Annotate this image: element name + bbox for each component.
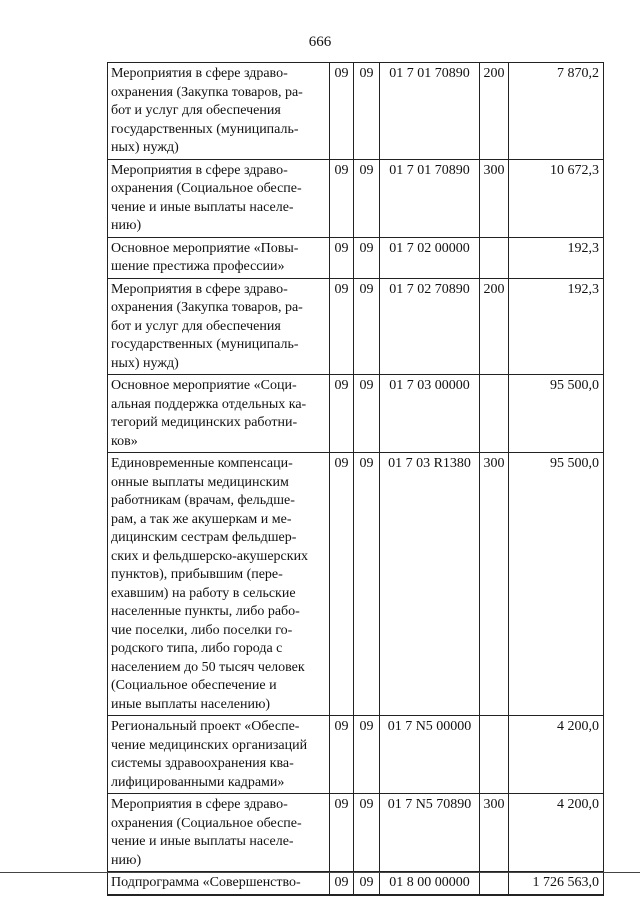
item-name-line: работникам (врачам, фельдше-	[111, 493, 295, 508]
item-name-line: тегорий медицинских работни-	[111, 415, 298, 430]
item-name-line: системы здравоохранения ква-	[111, 756, 294, 771]
table-row	[108, 278, 604, 375]
section-code-cell: 09	[330, 278, 354, 375]
expense-type-cell	[480, 716, 509, 794]
item-name-line: лифицированными кадрами»	[111, 774, 285, 790]
item-name-line: ехавшим) на работу в сельские	[111, 585, 296, 601]
item-name-line: охранения (Закупка товаров, ра-	[111, 84, 303, 100]
table-row	[108, 159, 604, 237]
expense-type-cell	[480, 375, 509, 453]
target-article-cell: 01 7 01 70890	[380, 63, 480, 160]
section-code-cell: 09	[330, 237, 354, 278]
item-name-line: ных) нужд)	[111, 355, 179, 371]
amount-cell: 4 200,0	[509, 716, 604, 794]
item-name-line: охранения (Социальное обеспе-	[111, 181, 302, 196]
subsection-code-cell: 09	[354, 278, 380, 375]
item-name-line: охранения (Социальное обеспе-	[111, 815, 302, 831]
amount-cell: 1 726 563,0	[509, 872, 604, 895]
item-name-line: родского типа, либо города с	[111, 641, 283, 656]
item-name-line: Мероприятия в сфере здраво-	[111, 281, 288, 297]
amount-cell: 192,3	[509, 278, 604, 375]
item-name-line: государственных (муниципаль-	[111, 337, 299, 352]
item-name-cell	[108, 453, 330, 716]
section-code-cell: 09	[330, 794, 354, 872]
item-name-line: нию)	[111, 852, 142, 868]
item-name-line: ков»	[111, 433, 138, 449]
expense-type-cell: 300	[480, 453, 509, 716]
item-name-line: Подпрограмма «Совершенство-	[111, 875, 301, 890]
subsection-code-cell: 09	[354, 63, 380, 160]
item-name-cell	[108, 794, 330, 872]
item-name-line: Мероприятия в сфере здраво-	[111, 797, 288, 812]
expense-type-cell: 300	[480, 794, 509, 872]
item-name-line: Региональный проект «Обеспе-	[111, 719, 300, 734]
item-name-line: охранения (Закупка товаров, ра-	[111, 300, 303, 315]
item-name-line: бот и услуг для обеспечения	[111, 103, 281, 118]
section-code-cell: 09	[330, 159, 354, 237]
item-name-line: рам, а так же акушеркам и ме-	[111, 511, 292, 527]
item-name-line: Основное мероприятие «Соци-	[111, 378, 297, 393]
budget-table	[107, 62, 604, 896]
item-name-line: нию)	[111, 218, 142, 233]
item-name-line: онные выплаты медицинским	[111, 474, 289, 490]
item-name-line: пунктов), прибывшим (пере-	[111, 567, 283, 582]
item-name-line: Единовременные компенсаци-	[111, 456, 293, 471]
target-article-cell: 01 8 00 00000	[380, 872, 480, 895]
table-row	[108, 716, 604, 794]
item-name-line: государственных (муниципаль-	[111, 121, 299, 137]
table-row	[108, 375, 604, 453]
subsection-code-cell: 09	[354, 237, 380, 278]
item-name-line: чение и иные выплаты населе-	[111, 199, 294, 215]
item-name-line: Основное мероприятие «Повы-	[111, 240, 299, 256]
table-row	[108, 237, 604, 278]
page-number: 666	[308, 34, 332, 50]
item-name-cell	[108, 63, 330, 160]
item-name-line: населенные пункты, либо рабо-	[111, 604, 300, 619]
target-article-cell: 01 7 N5 00000	[380, 716, 480, 794]
item-name-line: шение престижа профессии»	[111, 259, 285, 274]
target-article-cell: 01 7 03 00000	[380, 375, 480, 453]
section-code-cell: 09	[330, 375, 354, 453]
table-row	[108, 872, 604, 895]
amount-cell: 10 672,3	[509, 159, 604, 237]
item-name-line: (Социальное обеспечение и	[111, 678, 277, 693]
item-name-cell	[108, 375, 330, 453]
table-row	[108, 794, 604, 872]
item-name-line: ных) нужд)	[111, 140, 179, 155]
item-name-cell	[108, 872, 330, 895]
amount-cell: 95 500,0	[509, 375, 604, 453]
item-name-cell	[108, 278, 330, 375]
item-name-line: чие поселки, либо поселки го-	[111, 622, 293, 638]
target-article-cell: 01 7 03 R1380	[380, 453, 480, 716]
item-name-line: дицинским сестрам фельдшер-	[111, 530, 297, 545]
amount-cell: 192,3	[509, 237, 604, 278]
amount-cell: 95 500,0	[509, 453, 604, 716]
expense-type-cell: 300	[480, 159, 509, 237]
subsection-code-cell: 09	[354, 716, 380, 794]
item-name-line: чение медицинских организаций	[111, 737, 308, 753]
item-name-line: иные выплаты населению)	[111, 696, 271, 712]
item-name-line: Мероприятия в сфере здраво-	[111, 66, 288, 81]
expense-type-cell	[480, 237, 509, 278]
section-code-cell: 09	[330, 63, 354, 160]
subsection-code-cell: 09	[354, 159, 380, 237]
item-name-line: чение и иные выплаты населе-	[111, 834, 294, 849]
item-name-cell	[108, 237, 330, 278]
section-code-cell: 09	[330, 716, 354, 794]
item-name-line: бот и услуг для обеспечения	[111, 318, 281, 334]
item-name-line: ских и фельдшерско-акушерских	[111, 548, 309, 564]
item-name-line: населением до 50 тысяч человек	[111, 659, 305, 675]
expense-type-cell: 200	[480, 63, 509, 160]
target-article-cell: 01 7 02 00000	[380, 237, 480, 278]
amount-cell: 4 200,0	[509, 794, 604, 872]
table-row	[108, 63, 604, 160]
section-code-cell: 09	[330, 872, 354, 895]
expense-type-cell	[480, 872, 509, 895]
subsection-code-cell: 09	[354, 794, 380, 872]
subsection-code-cell: 09	[354, 872, 380, 895]
item-name-cell	[108, 159, 330, 237]
table-row	[108, 453, 604, 716]
target-article-cell: 01 7 02 70890	[380, 278, 480, 375]
target-article-cell: 01 7 N5 70890	[380, 794, 480, 872]
amount-cell: 7 870,2	[509, 63, 604, 160]
subsection-code-cell: 09	[354, 375, 380, 453]
item-name-line: Мероприятия в сфере здраво-	[111, 162, 288, 178]
page-bottom-rule	[0, 872, 640, 873]
section-code-cell: 09	[330, 453, 354, 716]
item-name-line: альная поддержка отдельных ка-	[111, 396, 307, 412]
expense-type-cell: 200	[480, 278, 509, 375]
item-name-cell	[108, 716, 330, 794]
target-article-cell: 01 7 01 70890	[380, 159, 480, 237]
subsection-code-cell: 09	[354, 453, 380, 716]
